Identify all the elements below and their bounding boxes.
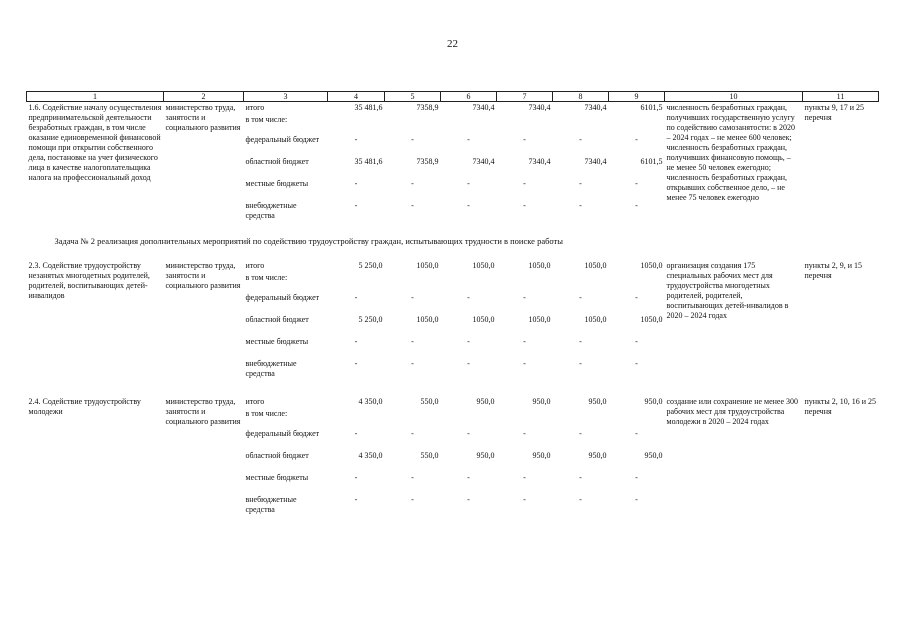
dash-cell: -: [354, 179, 358, 188]
executor-cell: министерство труда, занятости и социального развития: [165, 261, 241, 290]
value-cell: 1050,0: [584, 261, 607, 270]
dash-cell: -: [411, 473, 414, 482]
value-cell: 950,0: [644, 451, 663, 460]
dash-cell: -: [411, 179, 414, 188]
task-heading: Задача № 2 реализация дополнительных мероприятий по содействию трудоустройству граждан, испытывающих трудности в поиске работы: [54, 236, 563, 246]
value-cell: 950,0: [532, 451, 551, 460]
header-cell: 11: [803, 92, 879, 102]
value-cell: 1050,0: [528, 261, 551, 270]
value-cell: 35 481,6: [354, 157, 383, 166]
dash-cell: -: [354, 495, 358, 504]
dash-cell: -: [523, 495, 526, 504]
dash-cell: -: [523, 293, 526, 302]
value-cell: 1050,0: [472, 261, 495, 270]
dash-cell: -: [467, 201, 470, 210]
dash-cell: -: [354, 201, 358, 210]
source-including: в том числе:: [245, 409, 288, 418]
dash-cell: -: [411, 359, 414, 368]
source-local: местные бюджеты: [245, 179, 309, 188]
dash-cell: -: [635, 359, 638, 368]
header-cell: 10: [665, 92, 803, 102]
value-cell: 7358,9: [416, 157, 439, 166]
result-cell: организация создания 175 специальных рабочих мест для трудоустройства многодетных родителей, родителей, воспитывающих детей-инвалидов в 2020 – 2024 годах: [666, 261, 789, 320]
dash-cell: -: [467, 429, 470, 438]
header-cell: 1: [27, 92, 164, 102]
dash-cell: -: [354, 473, 358, 482]
value-cell: 7340,4: [584, 103, 607, 112]
dash-cell: -: [411, 337, 414, 346]
dash-cell: -: [411, 201, 414, 210]
executor-cell: министерство труда, занятости и социального развития: [165, 397, 241, 426]
dash-cell: -: [579, 337, 582, 346]
activity-cell: 2.4. Содействие трудоустройству молодежи: [28, 397, 141, 416]
dash-cell: -: [411, 495, 414, 504]
value-cell: 950,0: [588, 397, 607, 406]
source-including: в том числе:: [245, 115, 288, 124]
source-regional: областной бюджет: [245, 451, 309, 460]
dash-cell: -: [579, 429, 582, 438]
dash-cell: -: [467, 293, 470, 302]
dash-cell: -: [579, 293, 582, 302]
result-cell: численность безработных граждан, получивших государственную услугу по содействию самозанятости: в 2020 – 2024 годах – не менее 600 человек; численность безработных граждан, получивших финансовую помощь, – не менее 50 человек ежегодно; численность безработных граждан, открывших собственное дело, – не менее 75 человек ежегодно: [666, 103, 795, 202]
dash-cell: -: [579, 201, 582, 210]
dash-cell: -: [354, 293, 358, 302]
table-row: [27, 260, 879, 272]
source-total: итого: [245, 397, 265, 406]
value-cell: 950,0: [588, 451, 607, 460]
value-cell: 1050,0: [416, 315, 439, 324]
dash-cell: -: [354, 337, 358, 346]
activity-cell: 2.3. Содействие трудоустройству незанятых многодетных родителей, родителей, воспитывающих детей-инвалидов: [28, 261, 150, 300]
source-federal: федеральный бюджет: [245, 135, 320, 144]
dash-cell: -: [635, 293, 638, 302]
column-number-header: [27, 92, 879, 102]
points-cell: пункты 9, 17 и 25 перечня: [804, 103, 864, 122]
value-cell: 1050,0: [640, 261, 663, 270]
executor-cell: министерство труда, занятости и социального развития: [165, 103, 241, 132]
dash-cell: -: [635, 179, 638, 188]
dash-cell: -: [411, 293, 414, 302]
dash-cell: -: [467, 495, 470, 504]
value-cell: 6101,5: [640, 103, 663, 112]
header-cell: 5: [385, 92, 441, 102]
dash-cell: -: [523, 201, 526, 210]
dash-cell: -: [579, 473, 582, 482]
value-cell: 7340,4: [528, 157, 551, 166]
header-cell: 6: [441, 92, 497, 102]
value-cell: 5 250,0: [358, 261, 383, 270]
dash-cell: -: [411, 135, 414, 144]
dash-cell: -: [354, 429, 358, 438]
header-cell: 2: [164, 92, 244, 102]
value-cell: 7340,4: [472, 103, 495, 112]
dash-cell: -: [635, 201, 638, 210]
result-cell: создание или сохранение не менее 300 рабочих мест для трудоустройства молодежи в 2020 – 2024 годах: [666, 397, 799, 426]
dash-cell: -: [523, 179, 526, 188]
dash-cell: -: [635, 429, 638, 438]
value-cell: 35 481,6: [354, 103, 383, 112]
dash-cell: -: [635, 473, 638, 482]
value-cell: 550,0: [420, 397, 439, 406]
dash-cell: -: [467, 337, 470, 346]
source-including: в том числе:: [245, 273, 288, 282]
source-regional: областной бюджет: [245, 157, 309, 166]
value-cell: 7340,4: [584, 157, 607, 166]
points-cell: пункты 2, 10, 16 и 25 перечня: [804, 397, 876, 416]
value-cell: 1050,0: [472, 315, 495, 324]
header-cell: 8: [553, 92, 609, 102]
source-local: местные бюджеты: [245, 473, 309, 482]
source-regional: областной бюджет: [245, 315, 309, 324]
value-cell: 7340,4: [528, 103, 551, 112]
source-total: итого: [245, 103, 265, 112]
source-federal: федеральный бюджет: [245, 429, 320, 438]
activity-cell: 1.6. Содействие началу осуществления предпринимательской деятельности безработных граждан, в том числе оказание единовременной финансовой помощи при открытии собственного дела, постановке на учет физического лица в качестве налогоплательщика налога на профессиональный доход: [28, 103, 162, 182]
dash-cell: -: [467, 473, 470, 482]
header-cell: 4: [328, 92, 385, 102]
value-cell: 5 250,0: [358, 315, 383, 324]
source-federal: федеральный бюджет: [245, 293, 320, 302]
source-extra: внебюджетные средства: [245, 495, 297, 514]
dash-cell: -: [523, 429, 526, 438]
dash-cell: -: [579, 495, 582, 504]
source-local: местные бюджеты: [245, 337, 309, 346]
task-heading-row: [27, 222, 879, 260]
value-cell: 1050,0: [528, 315, 551, 324]
source-total: итого: [245, 261, 265, 270]
table-row: [27, 102, 879, 115]
dash-cell: -: [579, 359, 582, 368]
dash-cell: -: [579, 179, 582, 188]
value-cell: 4 350,0: [358, 451, 383, 460]
dash-cell: -: [579, 135, 582, 144]
header-cell: 3: [244, 92, 328, 102]
value-cell: 950,0: [644, 397, 663, 406]
value-cell: 6101,5: [640, 157, 663, 166]
source-extra: внебюджетные средства: [245, 359, 297, 378]
source-extra: внебюджетные средства: [245, 201, 297, 220]
dash-cell: -: [467, 359, 470, 368]
value-cell: 950,0: [476, 451, 495, 460]
dash-cell: -: [467, 179, 470, 188]
dash-cell: -: [635, 135, 638, 144]
dash-cell: -: [523, 337, 526, 346]
value-cell: 1050,0: [584, 315, 607, 324]
value-cell: 1050,0: [416, 261, 439, 270]
table-row: [27, 396, 879, 408]
dash-cell: -: [411, 429, 414, 438]
value-cell: 950,0: [532, 397, 551, 406]
value-cell: 550,0: [420, 451, 439, 460]
dash-cell: -: [354, 359, 358, 368]
dash-cell: -: [523, 359, 526, 368]
dash-cell: -: [467, 135, 470, 144]
value-cell: 7358,9: [416, 103, 439, 112]
value-cell: 1050,0: [640, 315, 663, 324]
header-cell: 9: [609, 92, 665, 102]
points-cell: пункты 2, 9, и 15 перечня: [804, 261, 862, 280]
page-number: 22: [447, 38, 458, 50]
dash-cell: -: [523, 135, 526, 144]
dash-cell: -: [635, 337, 638, 346]
header-cell: 7: [497, 92, 553, 102]
value-cell: 950,0: [476, 397, 495, 406]
row-spacer: [27, 380, 879, 396]
value-cell: 4 350,0: [358, 397, 383, 406]
dash-cell: -: [354, 135, 358, 144]
program-table: [26, 91, 879, 516]
dash-cell: -: [523, 473, 526, 482]
dash-cell: -: [635, 495, 638, 504]
value-cell: 7340,4: [472, 157, 495, 166]
